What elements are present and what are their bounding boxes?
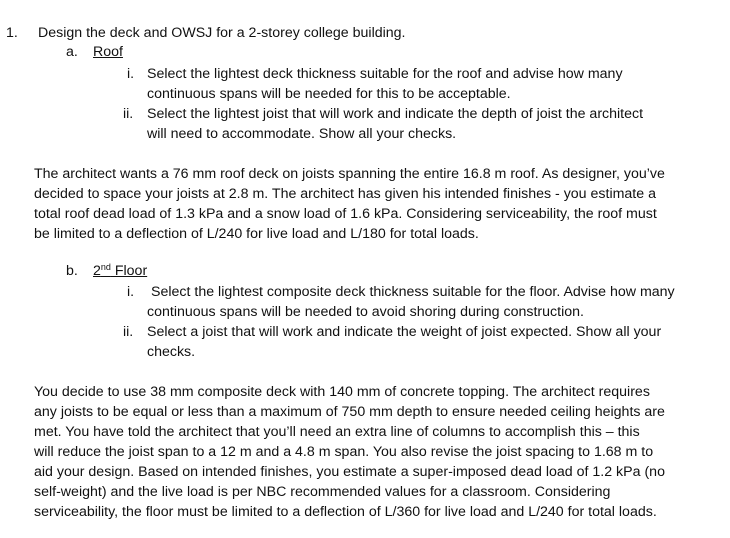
part-a-paragraph-line-3: total roof dead load of 1.3 kPa and a snow load of 1.6 kPa. Considering serviceability, the roof must [34, 206, 657, 222]
part-b-item-i-line-1: Select the lightest composite deck thickness suitable for the floor. Advise how many [151, 284, 675, 300]
question-number: 1. [6, 25, 18, 41]
part-b-title-suffix: Floor [110, 263, 148, 279]
part-a-item-i-line-1: Select the lightest deck thickness suitable for the roof and advise how many [147, 66, 623, 82]
part-b-paragraph-line-7: serviceability, the floor must be limited to a deflection of L/360 for live load and L/240 for total loads. [34, 504, 657, 520]
part-b-paragraph-line-2: any joists to be equal or less than a maximum of 750 mm depth to ensure needed ceiling heights are [34, 404, 665, 420]
part-a-paragraph-line-1: The architect wants a 76 mm roof deck on joists spanning the entire 16.8 m roof. As designer, you’ve [34, 166, 665, 182]
part-a-paragraph-line-2: decided to space your joists at 2.8 m. The architect has given his intended finishes - you estimate a [34, 186, 656, 202]
part-b-paragraph-line-4: will reduce the joist span to a 12 m and a 4.8 m span. You also revise the joist spacing to 1.68 m to [34, 444, 654, 460]
part-b-item-ii-numeral: ii. [123, 324, 134, 340]
part-b-paragraph-line-5: aid your design. Based on intended finishes, you estimate a super-imposed dead load of 1.2 kPa (no [34, 464, 665, 480]
part-b-paragraph-line-3: met. You have told the architect that you’ll need an extra line of columns to accomplish this – this [34, 424, 640, 440]
part-b-paragraph-line-6: self-weight) and the live load is per NBC recommended values for a classroom. Considering [34, 484, 611, 500]
part-b-item-ii-line-1: Select a joist that will work and indicate the weight of joist expected. Show all your [147, 324, 662, 340]
part-b-title [93, 261, 147, 281]
part-b-title-sup: nd [100, 262, 111, 272]
part-a-item-i-line-2: continuous spans will be needed for this to be acceptable. [147, 86, 511, 102]
part-a-letter: a. [66, 44, 78, 60]
part-b-letter: b. [66, 263, 78, 279]
part-a-paragraph-line-4: be limited to a deflection of L/240 for live load and L/180 for total loads. [34, 226, 479, 242]
part-b-title-prefix: 2 [93, 263, 101, 279]
part-a-item-ii-line-2: will need to accommodate. Show all your checks. [147, 126, 457, 142]
part-b-item-i-line-2: continuous spans will be needed to avoid shoring during construction. [147, 304, 584, 320]
part-a-item-ii-line-1: Select the lightest joist that will work and indicate the depth of joist the architect [147, 106, 644, 122]
part-b-item-ii-line-2: checks. [147, 344, 196, 360]
part-b-paragraph-line-1: You decide to use 38 mm composite deck with 140 mm of concrete topping. The architect requires [34, 384, 650, 400]
part-b-item-i-numeral: i. [127, 284, 135, 300]
part-a-item-i-numeral: i. [127, 66, 135, 82]
question-title: Design the deck and OWSJ for a 2-storey college building. [38, 25, 406, 41]
part-a-title: Roof [93, 44, 123, 60]
part-a-item-ii-numeral: ii. [123, 106, 134, 122]
